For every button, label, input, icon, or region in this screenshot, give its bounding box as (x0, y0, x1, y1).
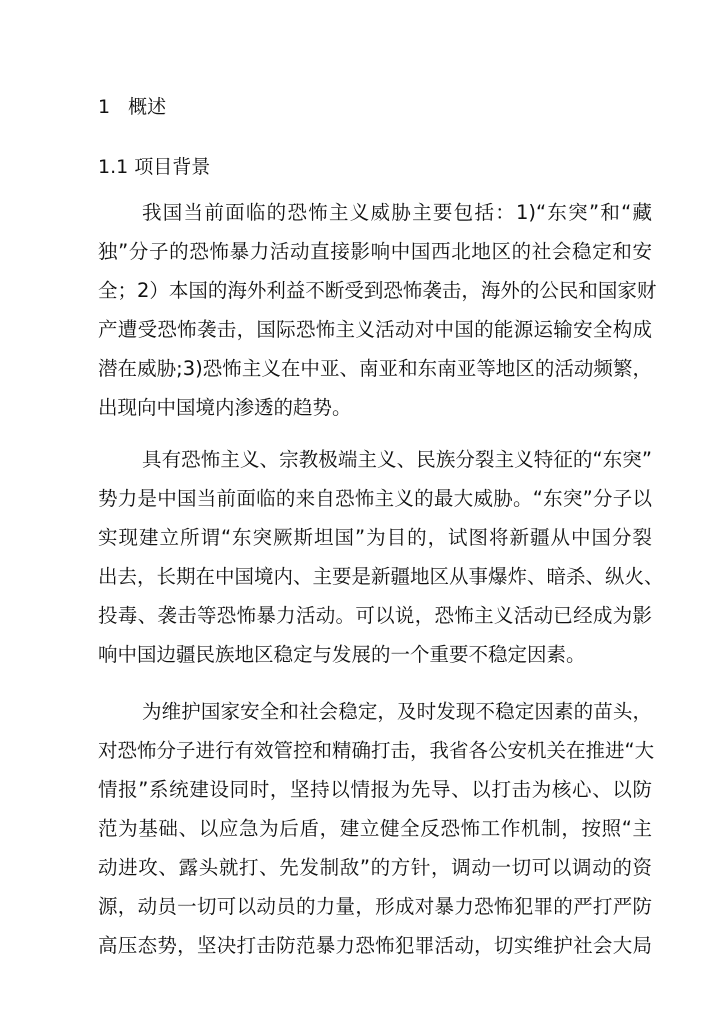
text-line: 出现向中国境内渗透的趋势。 (98, 396, 352, 419)
text-line: 独”分子的恐怖暴力活动直接影响中国西北地区的社会稳定和安 (98, 240, 652, 263)
section-number: 1 (98, 96, 111, 118)
text-line: 全；2）本国的海外利益不断受到恐怖袭击，海外的公民和国家财 (98, 279, 657, 302)
text-line: 实现建立所谓“东突厥斯坦国”为目的，试图将新疆从中国分裂 (98, 526, 652, 549)
text-line: 潜在威胁;3)恐怖主义在中亚、南亚和东南亚等地区的活动频繁， (98, 357, 652, 380)
text-line: 出去，长期在中国境内、主要是新疆地区从事爆炸、暗杀、纵火、 (98, 565, 664, 588)
text-line: 对恐怖分子进行有效管控和精确打击，我省各公安机关在推进“大 (98, 739, 655, 762)
text-line: 范为基础、以应急为后盾，建立健全反恐怖工作机制，按照“主 (98, 817, 652, 840)
paragraph-2 (98, 440, 664, 674)
subsection-heading: 1.1 项目背景 (98, 156, 211, 178)
text-line: 投毒、袭击等恐怖暴力活动。可以说，恐怖主义活动已经成为影 (98, 604, 652, 627)
text-line: 具有恐怖主义、宗教极端主义、民族分裂主义特征的“东突” (142, 448, 652, 471)
text-line: 情报”系统建设同时，坚持以情报为先导、以打击为核心、以防 (98, 778, 652, 801)
paragraph-3 (98, 692, 655, 965)
text-line: 响中国边疆民族地区稳定与发展的一个重要不稳定因素。 (98, 643, 586, 666)
text-line: 我国当前面临的恐怖主义威胁主要包括：1)“东突”和“藏 (142, 201, 652, 224)
text-line: 高压态势，坚决打击防范暴力恐怖犯罪活动，切实维护社会大局 (98, 934, 652, 957)
section-heading (98, 92, 166, 119)
text-line: 产遭受恐怖袭击，国际恐怖主义活动对中国的能源运输安全构成 (98, 318, 652, 341)
paragraph-1 (98, 193, 657, 427)
text-line: 势力是中国当前面临的来自恐怖主义的最大威胁。“东突”分子以 (98, 487, 652, 510)
text-line: 为维护国家安全和社会稳定，及时发现不稳定因素的苗头， (142, 700, 652, 723)
text-line: 动进攻、露头就打、先发制敌”的方针，调动一切可以调动的资 (98, 856, 652, 879)
text-line: 源，动员一切可以动员的力量，形成对暴力恐怖犯罪的严打严防 (98, 895, 652, 918)
section-title: 概述 (128, 96, 167, 118)
